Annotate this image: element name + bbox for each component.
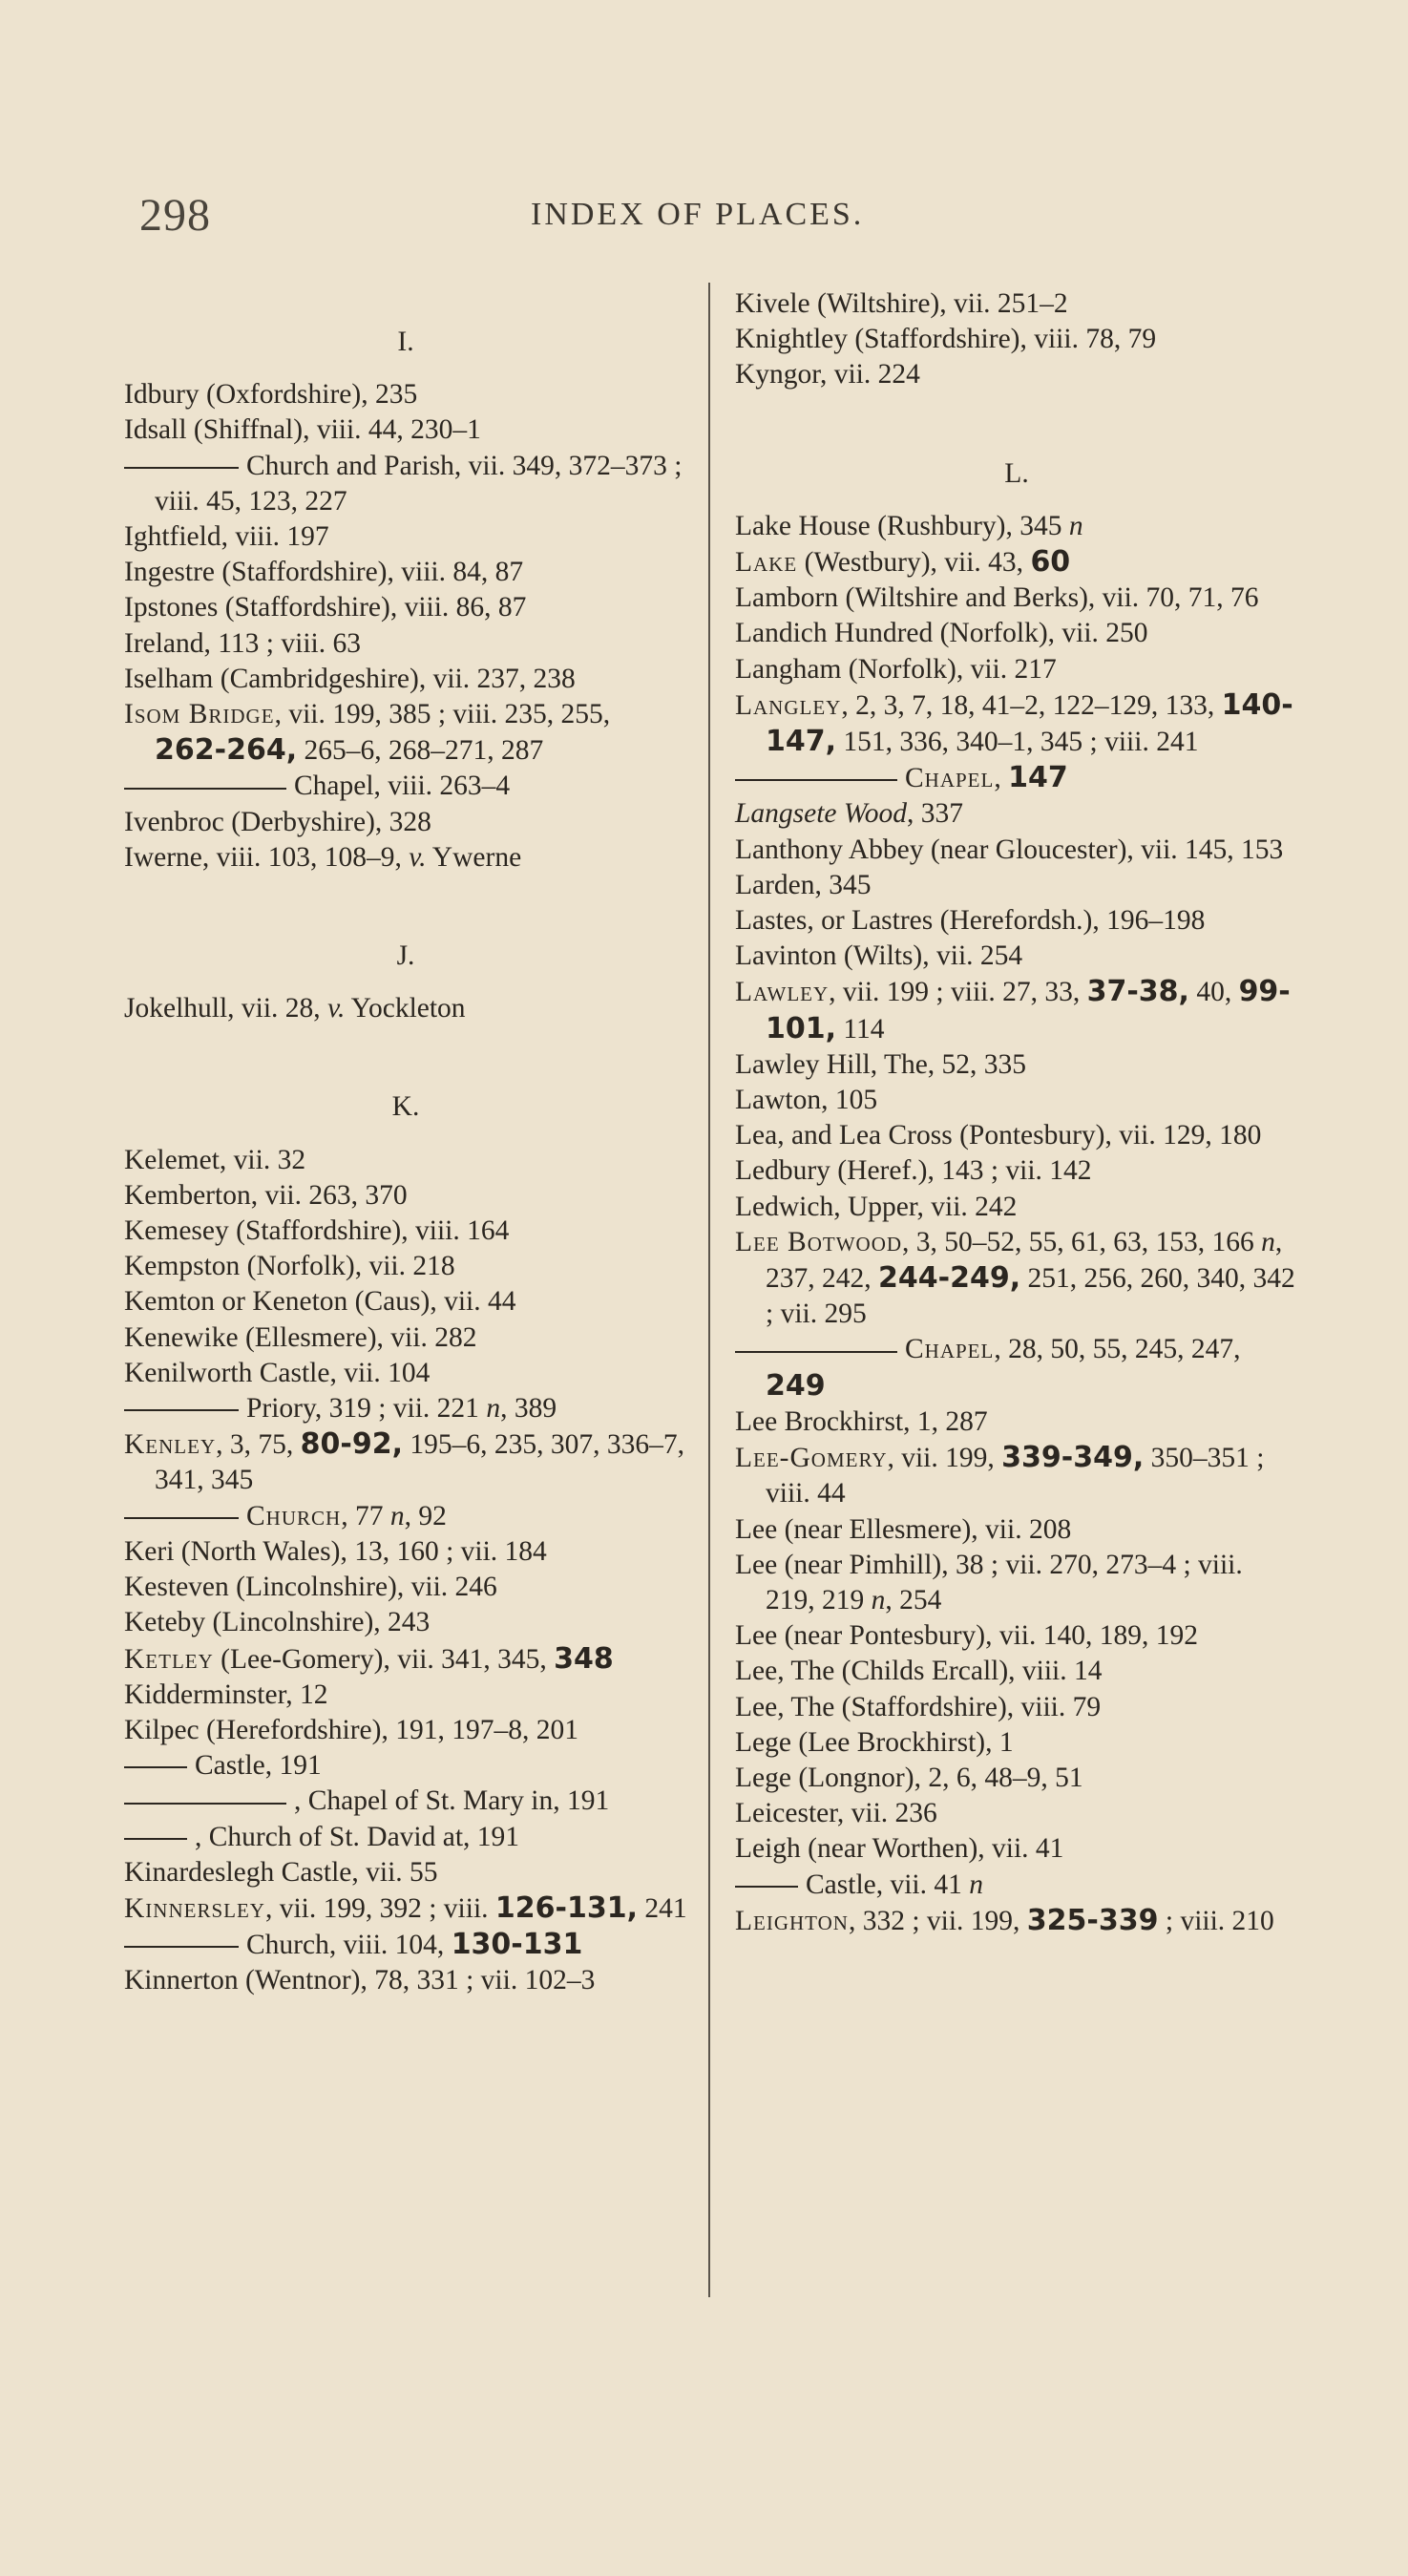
index-entry bbox=[124, 377, 687, 412]
entry-text: Lanthony Abbey (near Gloucester), vii. 145, 153 bbox=[735, 834, 1284, 865]
entry-text: 265–6, 268–271, 287 bbox=[297, 735, 544, 767]
index-entry bbox=[735, 833, 1298, 868]
small-caps-heading: Lake bbox=[735, 547, 798, 579]
entry-text: Castle, 191 bbox=[195, 1750, 322, 1782]
entry-text: Idsall (Shiffnal), viii. 44, 230–1 bbox=[124, 414, 481, 446]
bold-page-ref: 339-349, bbox=[1001, 1441, 1145, 1475]
index-entry bbox=[124, 1284, 687, 1320]
entry-text: Kemesey (Staffordshire), viii. 164 bbox=[124, 1215, 510, 1247]
entry-text: Kemberton, vii. 263, 370 bbox=[124, 1179, 408, 1211]
entry-text: Iselham (Cambridgeshire), vii. 237, 238 bbox=[124, 663, 576, 694]
entry-text: 195–6, 235, 307, 336–7, 341, 345 bbox=[155, 1429, 684, 1496]
bold-page-ref: 325-339 bbox=[1026, 1903, 1159, 1937]
index-entry bbox=[735, 509, 1298, 544]
index-entry bbox=[735, 1690, 1298, 1725]
entry-text: , bbox=[994, 763, 1009, 794]
entry-text: Ightfield, viii. 197 bbox=[124, 521, 329, 553]
entry-text: 114 bbox=[836, 1013, 885, 1045]
index-entry bbox=[735, 1153, 1298, 1189]
index-entry bbox=[735, 1404, 1298, 1440]
index-entry bbox=[735, 581, 1298, 616]
entry-text: Kenilworth Castle, vii. 104 bbox=[124, 1357, 431, 1388]
index-entry bbox=[735, 616, 1298, 651]
index-entry bbox=[735, 1868, 1298, 1903]
index-entry bbox=[124, 1605, 687, 1640]
entry-text: Church, viii. 104, bbox=[246, 1930, 452, 1961]
italic-text: v. bbox=[409, 841, 427, 873]
index-entry bbox=[124, 1499, 687, 1534]
entry-text: Lee (near Ellesmere), vii. 208 bbox=[735, 1513, 1072, 1545]
entry-text: , 389 bbox=[500, 1393, 557, 1425]
index-entry bbox=[124, 805, 687, 840]
index-entry bbox=[735, 1796, 1298, 1831]
italic-text: n bbox=[1068, 510, 1083, 541]
entry-text: , 2, 3, 7, 18, 41–2, 122–129, 133, bbox=[841, 689, 1222, 721]
ditto-rule bbox=[124, 788, 286, 790]
index-entry bbox=[124, 1214, 687, 1249]
entry-text: , 77 bbox=[341, 1500, 390, 1531]
section-letter: K. bbox=[391, 1091, 420, 1123]
index-entry bbox=[735, 939, 1298, 974]
index-entry bbox=[735, 1083, 1298, 1118]
small-caps-heading: Lee-Gomery bbox=[735, 1443, 888, 1474]
small-caps-heading: Leighton bbox=[735, 1905, 849, 1936]
entry-text: Kemton or Keneton (Caus), vii. 44 bbox=[124, 1286, 516, 1318]
ditto-rule bbox=[735, 779, 897, 781]
index-entry bbox=[735, 357, 1298, 392]
index-entry bbox=[124, 1748, 687, 1784]
entry-text: Chapel, viii. 263–4 bbox=[294, 771, 511, 802]
entry-text: Lee, The (Staffordshire), viii. 79 bbox=[735, 1691, 1102, 1722]
index-entry bbox=[735, 760, 1298, 796]
index-entry bbox=[124, 1178, 687, 1214]
entry-text: Ireland, 113 ; viii. 63 bbox=[124, 627, 361, 659]
ditto-rule bbox=[124, 1838, 187, 1840]
index-entry bbox=[735, 687, 1298, 760]
column-divider bbox=[708, 283, 710, 2297]
bold-page-ref: 130-131 bbox=[451, 1928, 583, 1962]
entry-text: Church and Parish, vii. 349, 372–373 ; viii. 45, 123, 227 bbox=[155, 450, 683, 517]
index-entry bbox=[124, 449, 687, 519]
small-caps-heading: Chapel bbox=[905, 1334, 995, 1365]
index-entry bbox=[124, 1820, 687, 1855]
small-caps-heading: Ketley bbox=[124, 1643, 214, 1675]
index-entry bbox=[735, 1332, 1298, 1404]
entry-text: (Westbury), vii. 43, bbox=[797, 547, 1031, 579]
italic-text: n bbox=[969, 1869, 984, 1900]
entry-text: Idbury (Oxfordshire), 235 bbox=[124, 379, 418, 411]
entry-text: , vii. 199, bbox=[887, 1443, 1002, 1474]
index-entry bbox=[735, 1618, 1298, 1654]
index-entry bbox=[124, 1320, 687, 1356]
index-entry bbox=[735, 974, 1298, 1046]
index-entry bbox=[735, 1047, 1298, 1083]
ditto-rule bbox=[735, 1886, 798, 1888]
bold-page-ref: 262-264, bbox=[155, 733, 298, 768]
small-caps-heading: Lawley bbox=[735, 977, 830, 1008]
index-entry bbox=[735, 1761, 1298, 1796]
index-entry bbox=[735, 1190, 1298, 1225]
ditto-rule bbox=[124, 1946, 239, 1948]
entry-text: Ledwich, Upper, vii. 242 bbox=[735, 1191, 1018, 1222]
index-entry bbox=[124, 697, 687, 769]
entry-text: Keteby (Lincolnshire), 243 bbox=[124, 1607, 431, 1638]
index-entry bbox=[735, 1225, 1298, 1333]
entry-text: Kelemet, vii. 32 bbox=[124, 1144, 306, 1175]
bold-page-ref: 147 bbox=[1008, 761, 1068, 795]
index-entry bbox=[735, 1440, 1298, 1511]
bold-page-ref: 80-92, bbox=[300, 1427, 403, 1462]
entry-text: Lee (near Pimhill), 38 ; vii. 270, 273–4 ; viii. 219, 219 bbox=[735, 1549, 1243, 1615]
entry-text: , 92 bbox=[404, 1500, 447, 1531]
entry-text: Kivele (Wiltshire), vii. 251–2 bbox=[735, 288, 1068, 319]
entry-text: , Chapel of St. Mary in, 191 bbox=[294, 1785, 610, 1817]
index-entry bbox=[124, 991, 687, 1026]
index-entry bbox=[124, 1570, 687, 1605]
entry-text: Ivenbroc (Derbyshire), 328 bbox=[124, 806, 431, 837]
index-entry bbox=[735, 1512, 1298, 1548]
entry-text: Ingestre (Staffordshire), viii. 84, 87 bbox=[124, 557, 524, 588]
entry-text: Lee (near Pontesbury), vii. 140, 189, 192 bbox=[735, 1620, 1199, 1652]
bold-page-ref: 99-101, bbox=[766, 975, 1291, 1045]
entry-text: , 3, 75, bbox=[216, 1429, 301, 1461]
left-column bbox=[124, 286, 687, 1999]
small-caps-heading: Chapel bbox=[905, 763, 995, 794]
index-entry bbox=[124, 1678, 687, 1713]
section-letter: L. bbox=[1004, 457, 1029, 489]
index-entry bbox=[735, 1903, 1298, 1939]
index-entry bbox=[124, 1143, 687, 1178]
entry-text: , 337 bbox=[907, 798, 964, 830]
ditto-rule bbox=[124, 1766, 187, 1768]
section-letter: J. bbox=[396, 940, 415, 972]
index-entry bbox=[124, 555, 687, 590]
ditto-rule bbox=[124, 467, 239, 469]
entry-text: Kilpec (Herefordshire), 191, 197–8, 201 bbox=[124, 1714, 578, 1745]
entry-text: Lawton, 105 bbox=[735, 1085, 878, 1116]
index-entry bbox=[735, 286, 1298, 322]
entry-text: 40, bbox=[1188, 977, 1239, 1008]
entry-text: Landich Hundred (Norfolk), vii. 250 bbox=[735, 618, 1148, 649]
small-caps-heading: Kenley bbox=[124, 1429, 217, 1461]
entry-text: Priory, 319 ; vii. 221 bbox=[246, 1393, 487, 1425]
bold-page-ref: 140-147, bbox=[766, 687, 1293, 759]
entry-text: , 3, 50–52, 55, 61, 63, 153, 166 bbox=[902, 1226, 1262, 1257]
bold-page-ref: 37-38, bbox=[1086, 975, 1189, 1009]
entry-text: Kyngor, vii. 224 bbox=[735, 359, 920, 391]
small-caps-heading: Isom Bridge bbox=[124, 699, 275, 730]
entry-text: Castle, vii. 41 bbox=[806, 1869, 970, 1900]
entry-text: Jokelhull, vii. 28, bbox=[124, 993, 328, 1024]
entry-text: Lee Brockhirst, 1, 287 bbox=[735, 1405, 988, 1437]
entry-text: Iwerne, viii. 103, 108–9, bbox=[124, 841, 410, 873]
entry-text: Lege (Lee Brockhirst), 1 bbox=[735, 1726, 1014, 1758]
index-entry bbox=[735, 1725, 1298, 1761]
index-entry bbox=[124, 1249, 687, 1284]
entry-text: Kesteven (Lincolnshire), vii. 246 bbox=[124, 1572, 497, 1603]
entry-text: Lamborn (Wiltshire and Berks), vii. 70, 71, 76 bbox=[735, 582, 1259, 614]
small-caps-heading: Kinnersley bbox=[124, 1892, 265, 1924]
entry-text: Lea, and Lea Cross (Pontesbury), vii. 129, 180 bbox=[735, 1120, 1262, 1151]
section-letter: I. bbox=[397, 327, 414, 357]
small-caps-heading: Church bbox=[246, 1500, 342, 1531]
italic-text: v. bbox=[327, 993, 346, 1024]
entry-text: , 237, 242, bbox=[766, 1226, 1283, 1295]
entry-text: Lee, The (Childs Ercall), viii. 14 bbox=[735, 1656, 1103, 1687]
entry-text: 251, 256, 260, 340, 342 ; vii. 295 bbox=[766, 1263, 1295, 1330]
bold-page-ref: 249 bbox=[766, 1368, 826, 1403]
index-entry bbox=[124, 590, 687, 625]
index-entry bbox=[124, 1356, 687, 1391]
bold-page-ref: 244-249, bbox=[878, 1261, 1021, 1296]
entry-text: Keri (North Wales), 13, 160 ; vii. 184 bbox=[124, 1535, 547, 1567]
right-column bbox=[735, 286, 1298, 1939]
index-entry bbox=[124, 626, 687, 662]
entry-text: , vii. 199, 385 ; viii. 235, 255, bbox=[274, 699, 611, 730]
index-entry bbox=[735, 1831, 1298, 1867]
index-entry bbox=[124, 1713, 687, 1748]
entry-text: Lege (Longnor), 2, 6, 48–9, 51 bbox=[735, 1762, 1083, 1793]
entry-text: Kenewike (Ellesmere), vii. 282 bbox=[124, 1321, 477, 1353]
index-entry bbox=[735, 544, 1298, 581]
entry-text: Yockleton bbox=[345, 993, 466, 1024]
entry-text: Lavinton (Wilts), vii. 254 bbox=[735, 940, 1023, 972]
index-entry bbox=[124, 1963, 687, 1998]
page-number: 298 bbox=[139, 190, 211, 241]
entry-text: Kinardeslegh Castle, vii. 55 bbox=[124, 1856, 438, 1888]
index-entry bbox=[124, 662, 687, 697]
entry-text: Larden, 345 bbox=[735, 869, 872, 900]
entry-text: 350–351 ; viii. 44 bbox=[766, 1443, 1265, 1510]
index-entry bbox=[735, 796, 1298, 832]
entry-text: Leigh (near Worthen), vii. 41 bbox=[735, 1833, 1064, 1865]
entry-text: , 28, 50, 55, 245, 247, bbox=[994, 1334, 1241, 1365]
index-entry bbox=[124, 1890, 687, 1927]
italic-text: n bbox=[486, 1393, 501, 1425]
index-entry bbox=[124, 1534, 687, 1570]
index-entry bbox=[735, 652, 1298, 687]
entry-text: Langham (Norfolk), vii. 217 bbox=[735, 653, 1057, 685]
entry-text: Ywerne bbox=[426, 841, 522, 873]
index-entry bbox=[124, 1784, 687, 1819]
ditto-rule bbox=[124, 1409, 239, 1411]
index-entry bbox=[735, 1548, 1298, 1618]
bold-page-ref: 348 bbox=[554, 1641, 614, 1676]
entry-text: Lastes, or Lastres (Herefordsh.), 196–198 bbox=[735, 905, 1206, 937]
entry-text: , vii. 199 ; viii. 27, 33, bbox=[829, 977, 1087, 1008]
entry-text: Lawley Hill, The, 52, 335 bbox=[735, 1048, 1027, 1080]
running-header bbox=[0, 189, 1408, 246]
index-entry bbox=[735, 868, 1298, 903]
index-entry bbox=[124, 412, 687, 448]
entry-text: Ipstones (Staffordshire), viii. 86, 87 bbox=[124, 592, 527, 623]
entry-text: , 332 ; vii. 199, bbox=[848, 1905, 1027, 1936]
entry-text: Kidderminster, 12 bbox=[124, 1679, 328, 1710]
entry-text: Lake House (Rushbury), 345 bbox=[735, 510, 1069, 541]
ditto-rule bbox=[735, 1351, 897, 1353]
small-caps-heading: Lee Botwood bbox=[735, 1226, 903, 1257]
italic-text: n bbox=[871, 1584, 886, 1615]
index-entry bbox=[124, 1426, 687, 1498]
index-entry bbox=[124, 840, 687, 876]
ditto-rule bbox=[124, 1803, 286, 1805]
entry-text: Ledbury (Heref.), 143 ; vii. 142 bbox=[735, 1155, 1092, 1187]
entry-text: ; viii. 210 bbox=[1158, 1905, 1274, 1936]
entry-text: 241 bbox=[638, 1892, 687, 1924]
small-caps-heading: Langley bbox=[735, 689, 842, 721]
index-entry bbox=[735, 1118, 1298, 1153]
entry-text: 151, 336, 340–1, 345 ; viii. 241 bbox=[836, 727, 1199, 758]
entry-text: Kinnerton (Wentnor), 78, 331 ; vii. 102–3 bbox=[124, 1965, 596, 1996]
entry-text: , 254 bbox=[885, 1584, 942, 1615]
entry-text: Knightley (Staffordshire), viii. 78, 79 bbox=[735, 324, 1157, 355]
bold-page-ref: 60 bbox=[1030, 545, 1071, 580]
italic-text: n bbox=[1261, 1226, 1275, 1257]
entry-text: , vii. 199, 392 ; viii. bbox=[264, 1892, 495, 1924]
running-title: INDEX OF PLACES. bbox=[531, 197, 865, 232]
index-entry bbox=[735, 322, 1298, 357]
index-entry bbox=[124, 1641, 687, 1678]
entry-text: Kempston (Norfolk), vii. 218 bbox=[124, 1251, 455, 1282]
italic-text: Langsete Wood bbox=[735, 798, 908, 830]
index-entry bbox=[124, 769, 687, 804]
index-entry bbox=[124, 1855, 687, 1890]
entry-text: , Church of St. David at, 191 bbox=[195, 1821, 520, 1852]
entry-text: Leicester, vii. 236 bbox=[735, 1798, 937, 1829]
ditto-rule bbox=[124, 1517, 239, 1519]
entry-text: (Lee-Gomery), vii. 341, 345, bbox=[213, 1643, 555, 1675]
index-entry bbox=[735, 903, 1298, 939]
bold-page-ref: 126-131, bbox=[494, 1890, 638, 1925]
index-entry bbox=[124, 1391, 687, 1426]
index-entry bbox=[124, 1927, 687, 1963]
index-entry bbox=[124, 519, 687, 555]
index-entry bbox=[735, 1654, 1298, 1689]
italic-text: n bbox=[389, 1500, 405, 1531]
